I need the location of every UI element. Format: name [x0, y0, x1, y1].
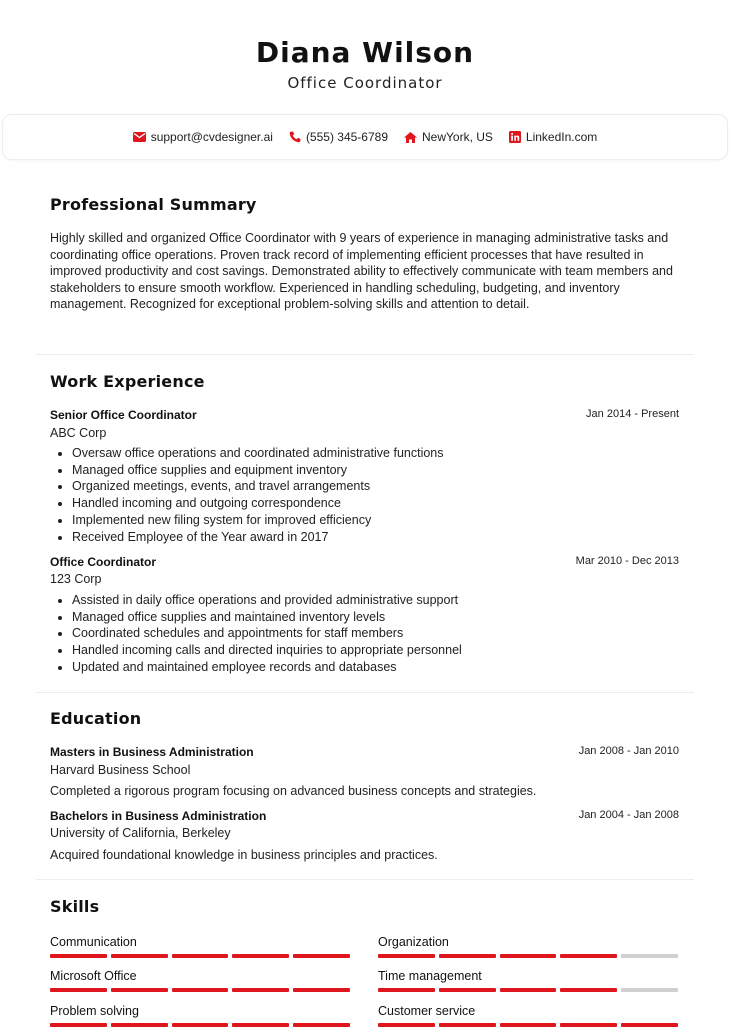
- skill-level-segment: [500, 954, 557, 958]
- job-dates: Mar 2010 - Dec 2013: [575, 555, 679, 567]
- contact-email[interactable]: [133, 130, 273, 144]
- summary-heading: Professional Summary: [50, 195, 257, 214]
- section-divider: [36, 354, 694, 355]
- skill-level-segment: [378, 954, 435, 958]
- degree-description: Acquired foundational knowledge in business principles and practices.: [50, 848, 438, 862]
- linkedin-icon: [509, 131, 521, 143]
- contact-bar: [2, 114, 728, 160]
- education-section: [36, 702, 694, 877]
- list-item: • Assisted in daily office operations and provided administrative support: [72, 592, 462, 609]
- list-item: • Handled incoming calls and directed inquiries to appropriate personnel: [72, 642, 462, 659]
- skill-item: [50, 934, 350, 958]
- email-icon: [133, 132, 146, 142]
- job-bullets: [50, 445, 444, 545]
- skill-item: [50, 1003, 350, 1027]
- list-item: • Managed office supplies and equipment inventory: [72, 462, 444, 479]
- job-dates: Jan 2014 - Present: [586, 408, 679, 420]
- job-company: ABC Corp: [50, 426, 107, 440]
- skill-level-segment: [621, 988, 678, 992]
- list-item: • Updated and maintained employee records and databases: [72, 659, 462, 676]
- job-title: Senior Office Coordinator: [50, 408, 197, 422]
- summary-section: [36, 190, 694, 350]
- job-company: 123 Corp: [50, 572, 102, 586]
- skill-level-segment: [560, 954, 617, 958]
- skill-name: Time management: [378, 969, 482, 983]
- candidate-name: Diana Wilson: [255, 36, 475, 69]
- degree-description: Completed a rigorous program focusing on advanced business concepts and strategies.: [50, 784, 537, 798]
- experience-heading: Work Experience: [50, 372, 205, 391]
- skill-item: [378, 1003, 678, 1027]
- skill-name: Organization: [378, 935, 449, 949]
- degree-dates: Jan 2008 - Jan 2010: [578, 745, 679, 757]
- contact-linkedin[interactable]: [509, 130, 597, 144]
- skill-level-segment: [172, 954, 229, 958]
- skill-level-segment: [232, 988, 289, 992]
- skill-level-segment: [293, 954, 350, 958]
- skill-level-segment: [50, 988, 107, 992]
- contact-email-text: support@cvdesigner.ai: [150, 130, 273, 144]
- list-item: • Handled incoming and outgoing correspondence: [72, 495, 444, 512]
- skill-name: Microsoft Office: [50, 969, 137, 983]
- experience-section: [36, 365, 694, 690]
- contact-linkedin-text: LinkedIn.com: [525, 130, 598, 144]
- list-item: • Managed office supplies and maintained inventory levels: [72, 609, 462, 626]
- degree-title: Bachelors in Business Administration: [50, 809, 267, 823]
- degree-title: Masters in Business Administration: [50, 745, 254, 759]
- skill-level-segment: [293, 988, 350, 992]
- candidate-title: Office Coordinator: [287, 74, 443, 92]
- contact-location-text: NewYork, US: [422, 130, 493, 144]
- contact-location: [404, 130, 493, 144]
- section-divider: [36, 879, 694, 880]
- job-bullets: [50, 592, 462, 676]
- phone-icon: [289, 131, 301, 143]
- skill-level-segment: [500, 988, 557, 992]
- skill-item: [378, 968, 678, 992]
- section-divider: [36, 692, 694, 693]
- skill-level-segment: [111, 988, 168, 992]
- list-item: • Coordinated schedules and appointments for staff members: [72, 625, 462, 642]
- skill-level-segment: [111, 954, 168, 958]
- school-name: University of California, Berkeley: [50, 826, 231, 840]
- skill-level-segment: [378, 988, 435, 992]
- contact-phone[interactable]: [289, 130, 388, 144]
- home-icon: [404, 132, 417, 143]
- skill-item: [378, 934, 678, 958]
- skill-name: Communication: [50, 935, 137, 949]
- degree-dates: Jan 2004 - Jan 2008: [578, 809, 679, 821]
- skill-level-segment: [621, 954, 678, 958]
- skill-name: Customer service: [378, 1004, 476, 1018]
- summary-text: Highly skilled and organized Office Coordinator with 9 years of experience in managing administrative tasks and coordinating office operations. Proven track record of implementing efficient processes that have resulted in improved productivity and cost savings. Demonstrated ability to effectively communicate with team members and stakeholders to ensure smooth workflow. Experienced in handling scheduling, budgeting, and inventory management. Recognized for exceptional problem-solving skills and attention to detail.: [50, 231, 673, 312]
- school-name: Harvard Business School: [50, 763, 191, 777]
- contact-phone-text: (555) 345-6789: [305, 130, 388, 144]
- education-heading: Education: [50, 709, 142, 728]
- list-item: • Oversaw office operations and coordinated administrative functions: [72, 445, 444, 462]
- skill-level-bar: [378, 954, 678, 958]
- list-item: • Received Employee of the Year award in 2017: [72, 529, 444, 546]
- skill-level-bar: [50, 988, 350, 992]
- skill-name: Problem solving: [50, 1004, 139, 1018]
- skill-level-segment: [172, 988, 229, 992]
- skill-level-segment: [560, 988, 617, 992]
- list-item: • Organized meetings, events, and travel arrangements: [72, 478, 444, 495]
- job-title: Office Coordinator: [50, 555, 157, 569]
- skill-level-segment: [50, 954, 107, 958]
- skill-level-segment: [439, 988, 496, 992]
- skill-level-bar: [378, 988, 678, 992]
- list-item: • Implemented new filing system for improved efficiency: [72, 512, 444, 529]
- skills-section: [36, 889, 694, 1024]
- skills-heading: Skills: [50, 897, 100, 916]
- skill-item: [50, 968, 350, 992]
- skill-level-segment: [232, 954, 289, 958]
- skill-level-bar: [50, 954, 350, 958]
- skill-level-segment: [439, 954, 496, 958]
